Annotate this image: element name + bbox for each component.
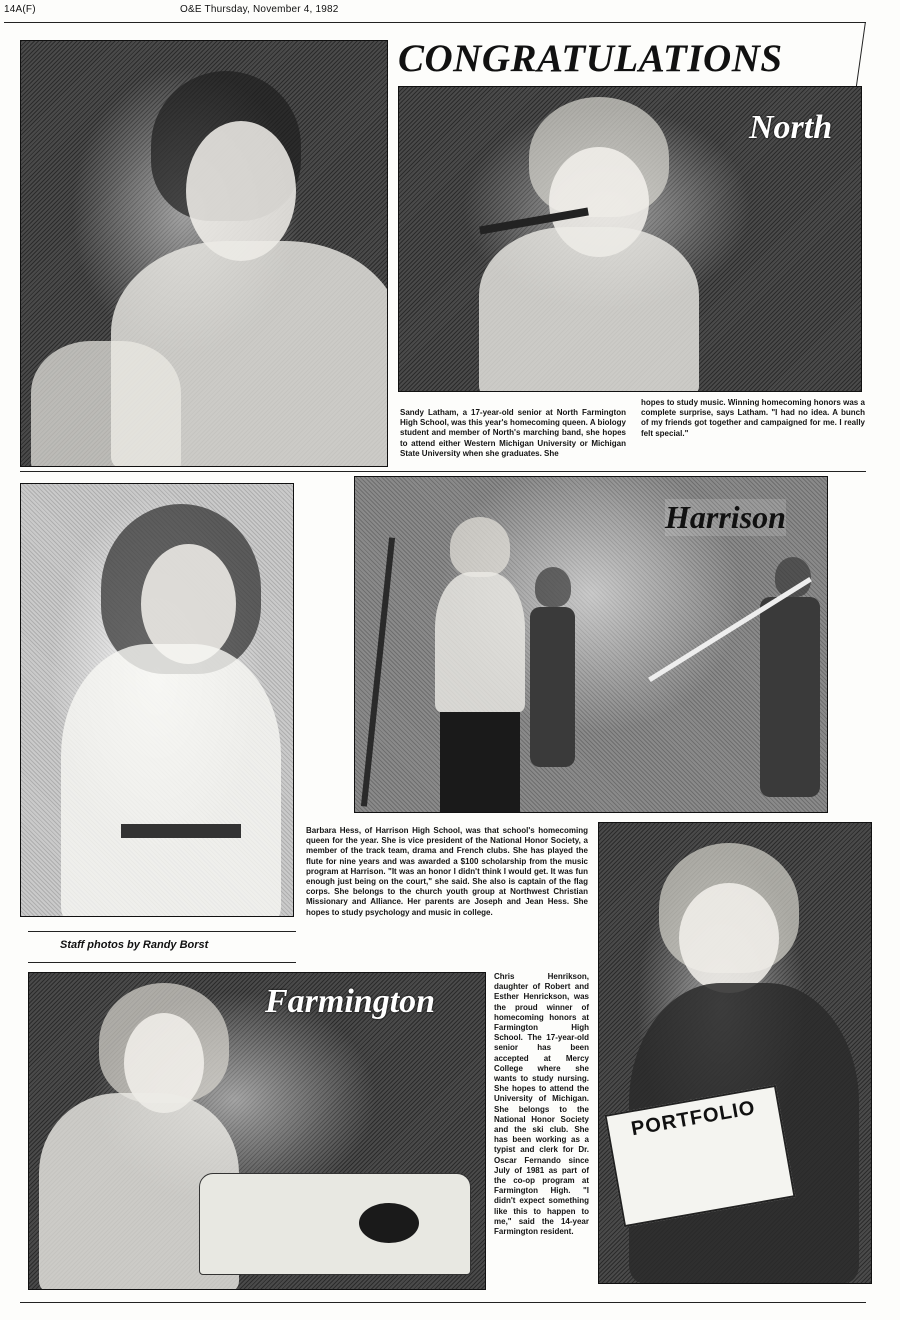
headline-slash-rule — [855, 22, 866, 91]
henrikson-caption: Chris Henrikson, daughter of Robert and Esther Henrickson, was the proud winner of homecoming honors at Farmington High School. The 17-year-old senior has been accepted at Mercy College where she wants to study nursing. She hopes to attend the University of Michigan. She belongs to the National Honor Society and the ski club. She has been working as a typist and clerk for Dr. Oscar Fernando since July of 1981 as part of the co-op program at Farmington High. "I didn't expect something like this to happen to me," said the 14-year Farmington resident. — [494, 972, 589, 1237]
portfolio-magazine-title: PORTFOLIO — [629, 1096, 758, 1141]
photo-credit: Staff photos by Randy Borst — [60, 939, 209, 951]
hess-portrait-photo — [20, 483, 294, 917]
top-rule — [4, 22, 866, 23]
latham-caption-col2: hopes to study music. Winning homecoming honors was a complete surprise, says Latham. "I had no idea. A bunch of my friends got together and campaigned for me. I really felt special." — [641, 398, 865, 438]
latham-caption-col1: Sandy Latham, a 17-year-old senior at North Farmington High School, was this year's homecoming queen. A biology student and member of North's marching band, she hopes to attend either Western Michigan University or Michigan State University when she graduates. She — [400, 408, 626, 458]
harrison-flag-photo — [354, 476, 828, 813]
latham-flute-photo — [398, 86, 862, 392]
page-number: 14A(F) — [4, 4, 36, 15]
henrikson-portfolio-photo — [598, 822, 872, 1284]
henrikson-typewriter-photo — [28, 972, 486, 1290]
credit-rule-bottom — [28, 962, 296, 963]
section-rule-1 — [20, 471, 866, 472]
bottom-rule — [20, 1302, 866, 1303]
school-label-farmington: Farmington — [265, 983, 436, 1020]
hess-caption: Barbara Hess, of Harrison High School, was that school's homecoming queen for the year. She is vice president of the National Honor Society, a member of the track team, drama and French clubs. She has played the flute for nine years and was awarded a $100 scholarship from the music program at Harrison. "It was an honor I didn't think I would get. It was fun enough just being on the court," she said. She also is captain of the flag corps. She belongs to the church youth group at Northwest Christian Missionary and Alliance. Her parents are Joseph and Jean Hess. She hopes to study psychology and music in college. — [306, 826, 588, 917]
page-headline: CONGRATULATIONS — [398, 37, 783, 80]
dateline: O&E Thursday, November 4, 1982 — [180, 4, 339, 15]
latham-portrait-photo — [20, 40, 388, 467]
credit-rule-top — [28, 931, 296, 932]
school-label-north: North — [749, 109, 833, 146]
school-label-harrison: Harrison — [665, 499, 786, 535]
